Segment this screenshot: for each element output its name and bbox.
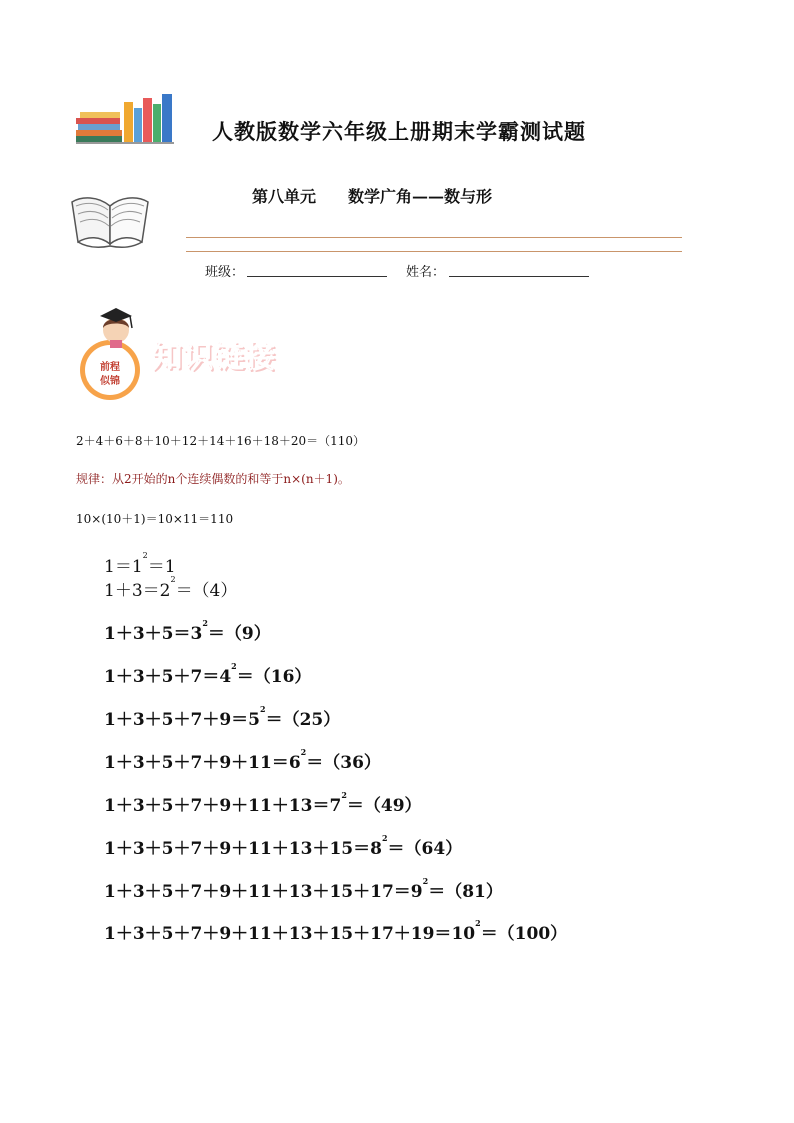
odd-sum-lhs: 1＋3＋5＋7＝ <box>104 667 220 687</box>
section-banner: 知识链接 <box>152 340 276 375</box>
odd-sum-row <box>104 552 176 577</box>
svg-text:似锦: 似锦 <box>100 376 120 387</box>
odd-sum-rhs: ＝（81） <box>428 882 503 902</box>
odd-sum-base: 10 <box>451 924 476 944</box>
odd-sum-rhs: ＝（16） <box>236 667 312 687</box>
class-label: 班级： <box>205 265 245 280</box>
odd-sum-rhs: ＝（25） <box>265 710 341 730</box>
class-field[interactable] <box>247 276 387 277</box>
unit-number: 第八单元 <box>252 187 317 206</box>
odd-sum-exponent: 2 <box>260 704 266 714</box>
odd-sum-exponent: 2 <box>170 575 176 584</box>
odd-sum-base: 3 <box>190 624 203 644</box>
odd-sum-lhs: 1＋3＝ <box>104 581 160 601</box>
odd-sum-exponent: 2 <box>202 618 208 628</box>
name-field[interactable] <box>449 276 589 277</box>
odd-sum-base: 7 <box>329 796 342 816</box>
odd-sum-exponent: 2 <box>381 833 388 843</box>
page-title: 人教版数学六年级上册期末学霸测试题 <box>212 119 586 144</box>
odd-sum-lhs: 1＝1 <box>104 557 143 577</box>
odd-sum-lhs: 1＋3＋5＋7＋9＋11＋13＋15＋17＋19＝ <box>104 924 452 944</box>
odd-sum-lhs: 1＋3＋5＋7＋9＋11＋13＝ <box>104 796 330 816</box>
odd-sum-base: 9 <box>410 882 423 902</box>
odd-sum-rhs: ＝（100） <box>480 924 568 944</box>
odd-sum-rhs: ＝（49） <box>346 796 422 816</box>
header-rule-top <box>186 237 682 238</box>
odd-sum-row <box>104 919 567 944</box>
odd-sum-row <box>104 705 340 730</box>
odd-sum-base: 2 <box>159 581 171 601</box>
odd-sum-lhs: 1＋3＋5＋7＋9＋11＝ <box>104 753 289 773</box>
odd-sum-rhs: ＝（36） <box>306 753 381 773</box>
mascot-badge: 前程 <box>100 362 120 373</box>
odd-sum-exponent: 2 <box>300 747 307 757</box>
odd-sum-lhs: 1＋3＋5＋7＋9＝ <box>104 710 249 730</box>
odd-sum-exponent: 2 <box>341 790 347 800</box>
odd-sum-row <box>104 662 311 687</box>
odd-sum-rhs: ＝（9） <box>207 624 271 644</box>
odd-sum-row <box>104 834 462 859</box>
odd-sum-exponent: 2 <box>422 876 429 886</box>
rule-calculation: 10×(10＋1)＝10×11＝110 <box>76 512 234 526</box>
unit-heading <box>252 184 492 207</box>
odd-sum-base: 4 <box>219 667 232 687</box>
odd-sum-lhs: 1＋3＋5＋7＋9＋11＋13＋15＝ <box>104 839 371 859</box>
header-rule-bottom <box>186 251 682 252</box>
odd-sum-row <box>104 576 237 601</box>
odd-sum-row <box>104 877 503 902</box>
odd-sum-rhs: ＝（4） <box>175 581 238 601</box>
odd-sum-exponent: 2 <box>142 551 148 560</box>
odd-sum-base: 8 <box>370 839 382 859</box>
odd-sum-base: 6 <box>288 753 301 773</box>
odd-sum-rhs: ＝（64） <box>387 839 463 859</box>
unit-topic: 数学广角——数与形 <box>348 187 493 206</box>
name-label: 姓名： <box>406 265 446 280</box>
odd-sum-lhs: 1＋3＋5＝ <box>104 624 191 644</box>
even-sum-equation: 2＋4＋6＋8＋10＋12＋14＋16＋18＋20＝（110） <box>76 434 366 448</box>
odd-sum-rhs: ＝1 <box>147 557 176 577</box>
odd-sum-lhs: 1＋3＋5＋7＋9＋11＋13＋15＋17＝ <box>104 882 411 902</box>
open-book-icon <box>68 190 152 252</box>
books-icon <box>76 92 176 144</box>
odd-sum-row <box>104 748 381 773</box>
odd-sum-row <box>104 791 422 816</box>
odd-sum-exponent: 2 <box>475 918 481 928</box>
odd-sum-row <box>104 619 271 644</box>
odd-sum-base: 5 <box>248 710 260 730</box>
odd-sum-exponent: 2 <box>231 661 237 671</box>
rule-statement: 规律：从2开始的n个连续偶数的和等于n×(n＋1)。 <box>76 472 350 486</box>
